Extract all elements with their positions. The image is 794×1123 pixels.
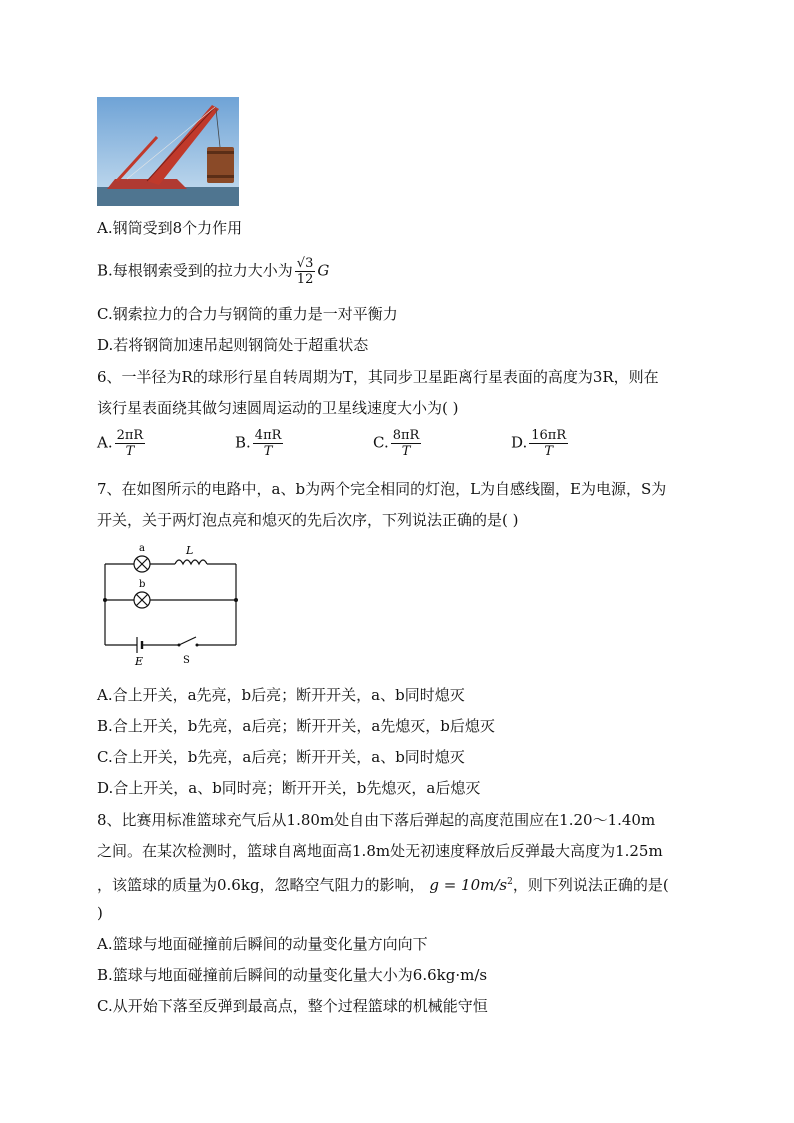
q7-stem-line1: 7、在如图所示的电路中，a、b为两个完全相同的灯泡，L为自感线圈，E为电源，S为: [97, 480, 667, 498]
circuit-label-S: S: [183, 655, 190, 666]
q6-stem-line1: 6、一半径为R的球形行星自转周期为T，其同步卫星距离行星表面的高度为3R，则在: [97, 368, 659, 386]
q5-option-b: B.每根钢索受到的拉力大小为 $\frac{√3}{12}$ G: [97, 256, 330, 287]
q7-option-b: B.合上开关，b先亮，a后亮；断开开关，a先熄灭，b后熄灭: [97, 717, 495, 735]
circuit-diagram: [97, 540, 247, 670]
crane-photo: [97, 97, 239, 206]
q7-stem-line2: 开关，关于两灯泡点亮和熄灭的先后次序，下列说法正确的是( ): [97, 511, 519, 529]
q6-option-b: B. $\frac{4\pi R}{T}$: [235, 428, 282, 459]
q7-option-a: A.合上开关，a先亮，b后亮；断开开关，a、b同时熄灭: [97, 686, 465, 704]
circuit-label-b: b: [139, 579, 146, 590]
q8-stem-line4: ): [97, 904, 103, 922]
q8-stem-line1: 8、比赛用标准篮球充气后从1.80m处自由下落后弹起的高度范围应在1.20～1.40m: [97, 811, 656, 829]
q6-stem-line2: 该行星表面绕其做匀速圆周运动的卫星线速度大小为( ): [97, 399, 459, 417]
q6-option-a: A. $\frac{2\pi R}{T}$: [97, 428, 144, 459]
q8-option-a: A.篮球与地面碰撞前后瞬间的动量变化量方向向下: [97, 935, 428, 953]
circuit-label-L: L: [186, 544, 194, 557]
circuit-label-a: a: [139, 543, 145, 554]
q8-option-c: C.从开始下落至反弹到最高点，整个过程篮球的机械能守恒: [97, 997, 488, 1015]
q5-option-d: D.若将钢筒加速吊起则钢筒处于超重状态: [97, 336, 369, 354]
q8-stem-line3: ，该篮球的质量为0.6kg，忽略空气阻力的影响， $g = 10m/s^2$，则下列说法正确的是(: [97, 876, 669, 894]
q5-option-c: C.钢索拉力的合力与钢筒的重力是一对平衡力: [97, 305, 398, 323]
q7-option-d: D.合上开关，a、b同时亮；断开开关，b先熄灭，a后熄灭: [97, 779, 481, 797]
q5-option-a: A.钢筒受到8个力作用: [97, 219, 243, 237]
q8-stem-line2: 之间。在某次检测时，篮球自离地面高1.8m处无初速度释放后反弹最大高度为1.25m: [97, 842, 663, 860]
q8-option-b: B.篮球与地面碰撞前后瞬间的动量变化量大小为6.6kg·m/s: [97, 966, 488, 984]
q7-option-c: C.合上开关，b先亮，a后亮；断开开关，a、b同时熄灭: [97, 748, 465, 766]
q6-option-d: D. $\frac{16\pi R}{T}$: [511, 428, 567, 459]
circuit-label-E: E: [135, 655, 144, 668]
q6-option-c: C. $\frac{8\pi R}{T}$: [373, 428, 420, 459]
